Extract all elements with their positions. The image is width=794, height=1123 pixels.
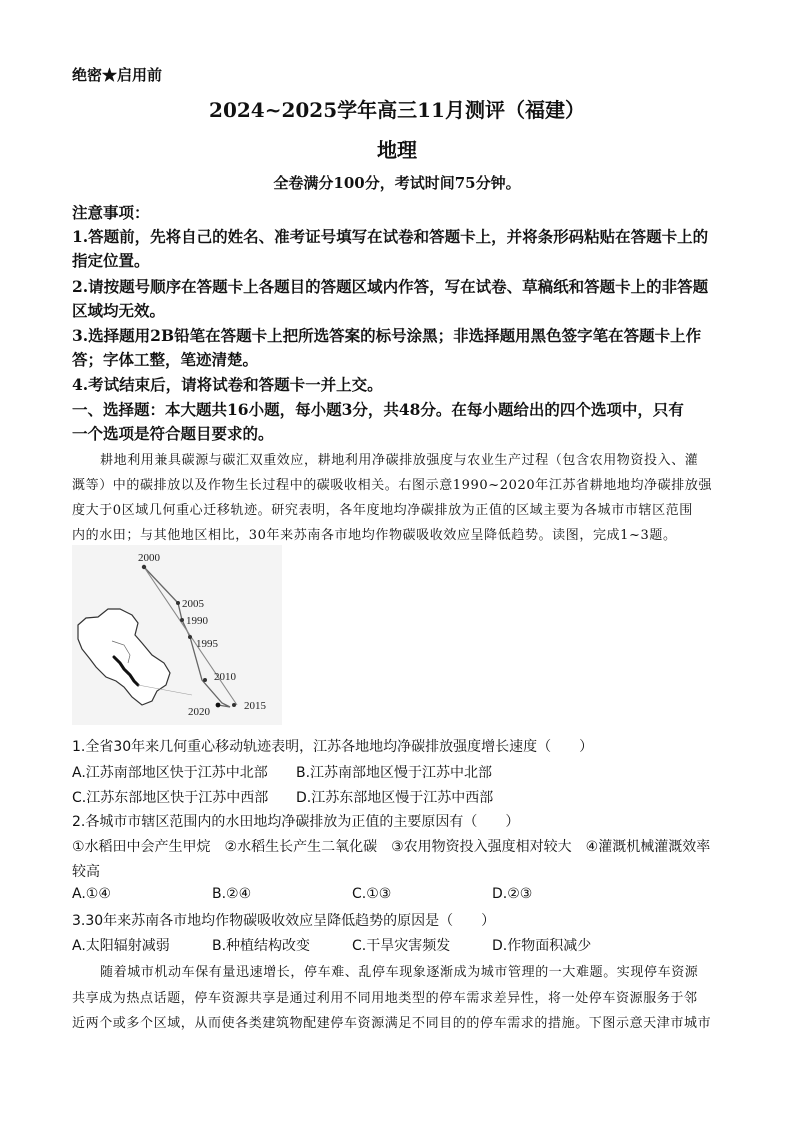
- section-heading: 一、选择题：本大题共16小题，每小题3分，共48分。在每小题给出的四个选项中，只有: [72, 400, 684, 419]
- q3-option-b: B.种植结构改变: [212, 938, 311, 954]
- q3-option-c: C.干旱灾害频发: [352, 938, 451, 954]
- q3-option-d: D.作物面积减少: [492, 938, 592, 954]
- q1-option-b: B.江苏南部地区慢于江苏中北部: [296, 765, 493, 781]
- material-paragraph-line: 度大于0区域几何重心迁移轨迹。研究表明，各年度地均净碳排放为正值的区域主要为各城市市辖区范围: [72, 503, 693, 518]
- year-label-1995: 1995: [196, 638, 218, 650]
- notice-line: 指定位置。: [72, 251, 150, 270]
- notice-line: 答；字体工整，笔迹清楚。: [72, 350, 259, 369]
- q2-choices-line-cont: 较高: [72, 864, 100, 880]
- q1-option-a: A.江苏南部地区快于江苏中北部: [72, 765, 268, 781]
- q1-option-c: C.江苏东部地区快于江苏中西部: [72, 790, 269, 806]
- year-label-2015: 2015: [244, 700, 266, 712]
- notice-line: 4.考试结束后，请将试卷和答题卡一并上交。: [72, 375, 383, 394]
- material-paragraph-line: 近两个或多个区域，从而使各类建筑物配建停车资源满足不同目的的停车需求的措施。下图示意天津市城市: [72, 1016, 712, 1031]
- notice-heading: 注意事项：: [72, 203, 150, 222]
- question-stem-1: 1.全省30年来几何重心移动轨迹表明，江苏各地地均净碳排放强度增长速度（ ）: [72, 739, 594, 755]
- notice-line: 2.请按题号顺序在答题卡上各题目的答题区域内作答，写在试卷、草稿纸和答题卡上的非答题: [72, 277, 709, 296]
- subject-title: 地理: [377, 138, 417, 162]
- section-heading-cont: 一个选项是符合题目要求的。: [72, 424, 274, 443]
- material-paragraph-line: 耕地利用兼具碳源与碳汇双重效应，耕地利用净碳排放强度与农业生产过程（包含农用物资投入、灌: [100, 453, 699, 468]
- q3-option-a: A.太阳辐射减弱: [72, 938, 170, 954]
- notice-line: 1.答题前，先将自己的姓名、准考证号填写在试卷和答题卡上，并将条形码粘贴在答题卡上的: [72, 227, 709, 246]
- notice-line: 3.选择题用2B铅笔在答题卡上把所选答案的标号涂黑；非选择题用黑色签字笔在答题卡上作: [72, 326, 702, 345]
- question-stem-2: 2.各城市市辖区范围内的水田地均净碳排放为正值的主要原因有（ ）: [72, 814, 520, 830]
- material-paragraph-line: 内的水田；与其他地区相比，30年来苏南各市地均作物碳吸收效应呈降低趋势。读图，完成1~3题。: [72, 528, 677, 543]
- year-label-2005: 2005: [182, 598, 204, 610]
- trajectory-figure: [72, 545, 282, 725]
- year-label-2020: 2020: [188, 706, 210, 718]
- year-label-1990: 1990: [186, 615, 208, 627]
- q2-option-a: A.①④: [72, 886, 111, 902]
- year-label-2000: 2000: [138, 552, 160, 564]
- material-paragraph-line: 随着城市机动车保有量迅速增长，停车难、乱停车现象逐渐成为城市管理的一大难题。实现停车资源: [100, 965, 699, 980]
- q2-option-d: D.②③: [492, 886, 533, 902]
- question-stem-3: 3.30年来苏南各市地均作物碳吸收效应呈降低趋势的原因是（ ）: [72, 913, 496, 929]
- q2-choices-line: ①水稻田中会产生甲烷 ②水稻生长产生二氧化碳 ③农用物资投入强度相对较大 ④灌溉机械灌溉效率: [72, 839, 711, 855]
- notice-line: 区域均无效。: [72, 301, 166, 320]
- material-paragraph-line: 共享成为热点话题，停车资源共享是通过利用不同用地类型的停车需求差异性，将一处停车资源服务于邻: [72, 991, 698, 1006]
- q1-option-d: D.江苏东部地区慢于江苏中西部: [296, 790, 494, 806]
- exam-title: 2024~2025学年高三11月测评（福建）: [209, 98, 585, 122]
- q2-option-c: C.①③: [352, 886, 392, 902]
- score-info: 全卷满分100分，考试时间75分钟。: [273, 174, 521, 192]
- gravity-center-map: [72, 545, 282, 725]
- material-paragraph-line: 溉等）中的碳排放以及作物生长过程中的碳吸收相关。右图示意1990~2020年江苏省耕地地均净碳排放强: [72, 478, 713, 493]
- year-label-2010: 2010: [214, 671, 236, 683]
- confidential-label: 绝密★启用前: [72, 66, 163, 84]
- q2-option-b: B.②④: [212, 886, 252, 902]
- province-outline: [78, 609, 170, 705]
